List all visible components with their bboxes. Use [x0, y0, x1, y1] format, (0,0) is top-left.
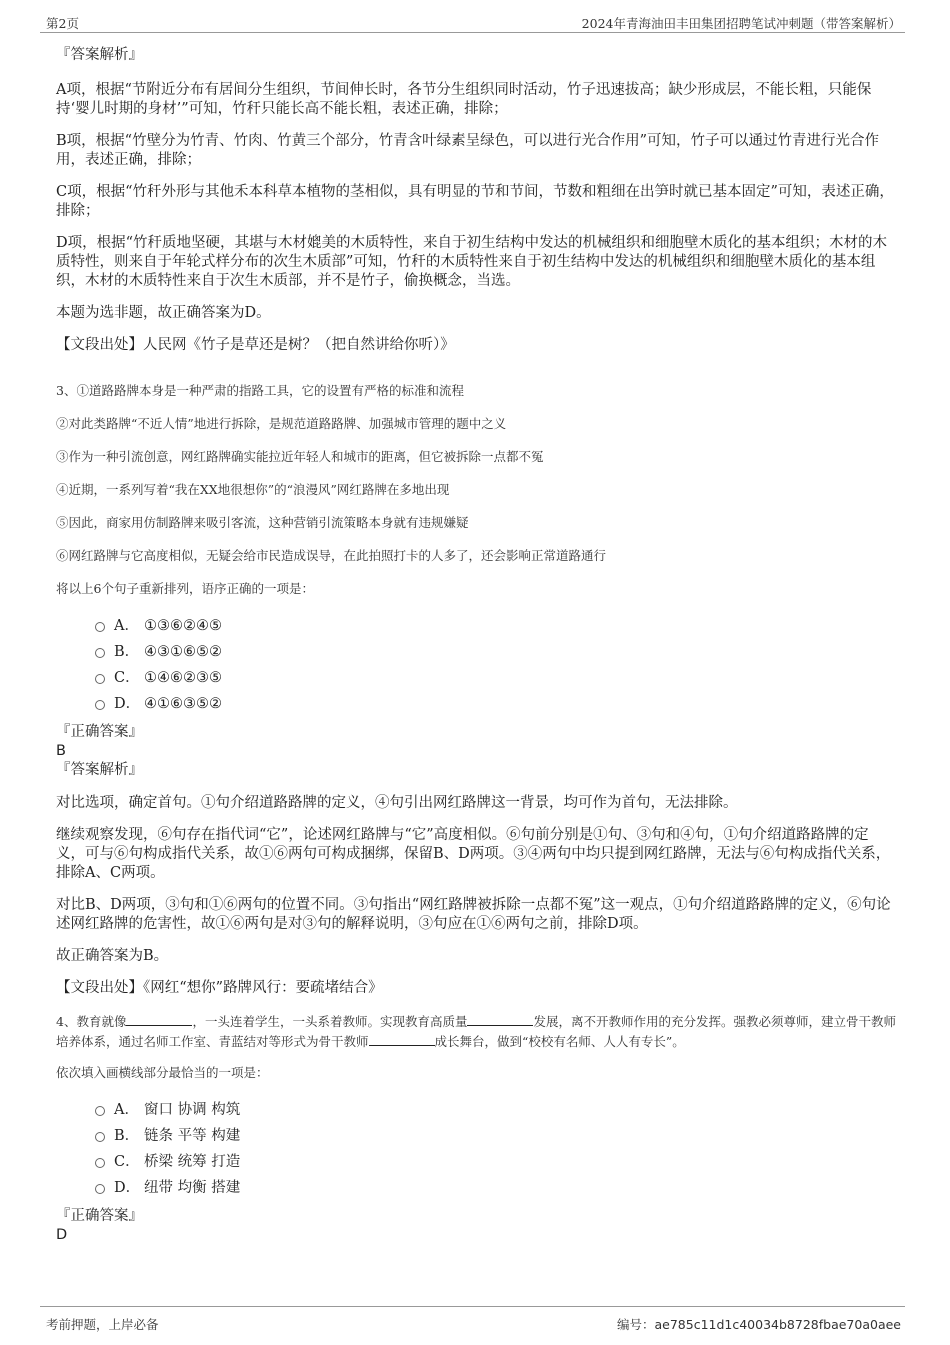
radio-icon[interactable] — [95, 1158, 105, 1168]
radio-icon[interactable] — [95, 674, 105, 684]
q3-analysis-label: 『答案解析』 — [56, 762, 143, 778]
q2-analysis-para: A项，根据“节附近分布有居间分生组织，节间伸长时，各节分生组织同时活动，竹子迅速拔高；缺少形成层，不能长粗，只能保持‘婴儿时期的身材’”可知，竹秆只能长高不能长粗，表述正确，排除； — [56, 82, 872, 117]
blank-1 — [126, 1013, 192, 1026]
radio-icon[interactable] — [95, 1184, 105, 1194]
q3-analysis-para: 对比B、D两项，③句和①⑥两句的位置不同。③句指出“网红路牌被拆除一点都不冤”这一观点，①句介绍道路路牌的定义，⑥句论述网红路牌的危害性，故①⑥两句是对③句的解释说明，③句应在①⑥两句之前，排除D项。 — [56, 897, 891, 932]
q3-stem-line: ⑥网红路牌与它高度相似，无疑会给市民造成误导，在此拍照打卡的人多了，还会影响正常道路通行 — [56, 548, 607, 563]
q3-stem-line: ②对此类路牌“不近人情”地进行拆除，是规范道路路牌、加强城市管理的题中之义 — [56, 416, 507, 431]
blank-2 — [467, 1013, 533, 1026]
q3-stem-line: ③作为一种引流创意，网红路牌确实能拉近年轻人和城市的距离，但它被拆除一点都不冤 — [56, 449, 544, 464]
radio-icon[interactable] — [95, 622, 105, 632]
q3-correct-value: B — [56, 743, 66, 759]
q2-conclusion: 本题为选非题，故正确答案为D。 — [56, 305, 271, 321]
q3-option-d[interactable]: D． ④①⑥③⑤② — [56, 691, 896, 717]
q4-option-c[interactable]: C． 桥梁 统筹 打造 — [56, 1149, 896, 1175]
page-header — [40, 12, 905, 33]
q4-option-b[interactable]: B． 链条 平等 构建 — [56, 1123, 896, 1149]
q3-analysis-para: 对比选项，确定首句。①句介绍道路路牌的定义，④句引出网红路牌这一背景，均可作为首句，无法排除。 — [56, 795, 738, 811]
blank-3 — [369, 1033, 435, 1046]
footer-slogan: 考前押题，上岸必备 — [46, 1317, 159, 1332]
q2-source: 【文段出处】人民网《竹子是草还是树？（把自然讲给你听）》 — [56, 337, 455, 353]
q4-option-a[interactable]: A． 窗口 协调 构筑 — [56, 1097, 896, 1123]
q4-stem: 4、教育就像 ，一头连着学生，一头系着教师。实现教育高质量 发展，离不开教师作用的充分发挥。强教必须尊师，建立骨干教师培养体系，通过名师工作室、青蓝结对等形式为骨干教师 成长舞台，做到“校校有名师、人人有专长”。 — [56, 1014, 896, 1049]
document-code: 编号：ae785c11d1c40034b8728fbae70a0aee — [616, 1317, 901, 1332]
q3-source: 【文段出处】《网红“想你”路牌风行：要疏堵结合》 — [56, 980, 383, 996]
q3-analysis-para: 继续观察发现，⑥句存在指代词“它”，论述网红路牌与“它”高度相似。⑥句前分别是①句、③句和④句，①句介绍道路路牌的定义，可与⑥句构成指代关系，故①⑥两句可构成捆绑，保留B、D两项。③④两句中均只提到网红路牌，无法与⑥句构成指代关系，排除A、C两项。 — [56, 827, 891, 881]
q3-option-c[interactable]: C． ①④⑥②③⑤ — [56, 665, 896, 691]
radio-icon[interactable] — [95, 1106, 105, 1116]
q2-analysis-label: 『答案解析』 — [56, 47, 143, 63]
q4-correct-value: D — [56, 1227, 68, 1243]
q2-analysis-para: D项，根据“竹秆质地坚硬，其堪与木材媲美的木质特性，来自于初生结构中发达的机械组织和细胞壁木质化的基本组织；木材的木质特性，则来自于年轮式样分布的次生木质部”可知，竹秆的木质特性来自于初生结构中发达的机械组织和细胞壁木质化的基本组织，木材的木质特性来自于次生木质部，并不是竹子，偷换概念，当选。 — [56, 235, 888, 289]
q2-analysis-para: B项，根据“竹壁分为竹青、竹肉、竹黄三个部分，竹青含叶绿素呈绿色，可以进行光合作用”可知，竹子可以通过竹青进行光合作用，表述正确，排除； — [56, 133, 879, 168]
page-content — [56, 44, 896, 1245]
radio-icon[interactable] — [95, 1132, 105, 1142]
q3-conclusion: 故正确答案为B。 — [56, 948, 169, 964]
q4-options — [56, 1097, 896, 1201]
q4-option-d[interactable]: D． 纽带 均衡 搭建 — [56, 1175, 896, 1201]
radio-icon[interactable] — [95, 700, 105, 710]
q3-option-a[interactable]: A． ①③⑥②④⑤ — [56, 613, 896, 639]
q3-stem-line: ④近期，一系列写着“我在XX地很想你”的“浪漫风”网红路牌在多地出现 — [56, 482, 450, 497]
q3-options — [56, 613, 896, 717]
document-title: 2024年青海油田丰田集团招聘笔试冲刺题（带答案解析） — [581, 16, 901, 31]
q2-analysis-para: C项，根据“竹秆外形与其他禾本科草本植物的茎相似，具有明显的节和节间，节数和粗细在出笋时就已基本固定”可知，表述正确，排除； — [56, 184, 894, 219]
page-footer — [40, 1306, 905, 1337]
q3-stem-line: ⑤因此，商家用仿制路牌来吸引客流，这种营销引流策略本身就有违规嫌疑 — [56, 515, 469, 530]
page-number: 第2页 — [46, 16, 79, 31]
q4-prompt: 依次填入画横线部分最恰当的一项是： — [56, 1065, 269, 1080]
q3-prompt: 将以上6个句子重新排列，语序正确的一项是： — [56, 581, 314, 596]
q4-correct-label: 『正确答案』 — [56, 1208, 143, 1224]
radio-icon[interactable] — [95, 648, 105, 658]
q3-correct-label: 『正确答案』 — [56, 724, 143, 740]
q3-stem-line: 3、①道路路牌本身是一种严肃的指路工具，它的设置有严格的标准和流程 — [56, 383, 464, 398]
q3-option-b[interactable]: B． ④③①⑥⑤② — [56, 639, 896, 665]
